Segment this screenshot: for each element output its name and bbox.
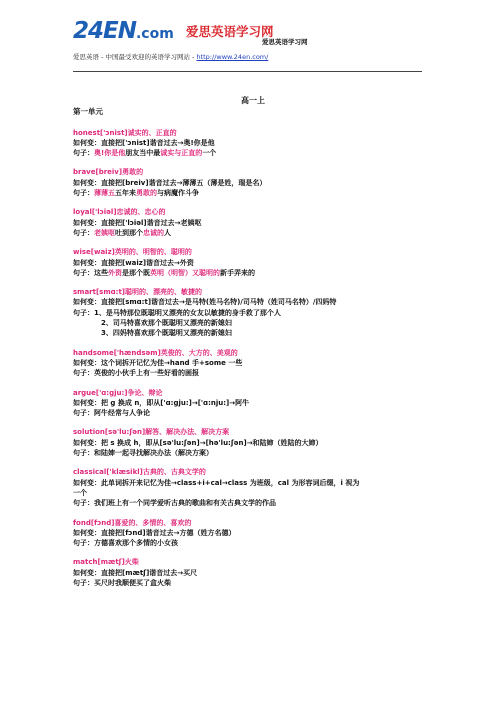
doc-content	[73, 96, 433, 597]
entry-headword: loyal['lɔiəl]忠诚的、忠心的	[73, 208, 166, 217]
vocab-entry-brave	[73, 167, 433, 198]
entry-method: 如何变：直接把['lɔiəl]谐音过去→老姨呕	[73, 218, 202, 227]
entry-sentence: 句子：和陆婶一起寻找解决办法（解决方案）	[73, 449, 213, 458]
vocab-entry-smart	[73, 287, 433, 338]
site-url-link[interactable]: http://www.24en.com/	[196, 53, 269, 61]
vocab-entry-handsome	[73, 348, 433, 379]
entry-sentence: 句子：英俊的小伙手上有一些好看的画报	[73, 369, 199, 378]
site-header	[73, 17, 433, 69]
entry-method: 如何变：直接把['ɔnist]谐音过去→奥!你是他	[73, 138, 215, 147]
vocab-entry-match	[73, 557, 433, 588]
entry-method-cont: 一个	[73, 488, 87, 497]
entry-sentence: 句子：阿牛经常与人争论	[73, 409, 150, 418]
unit-heading: 第一单元	[73, 107, 103, 117]
site-logo[interactable]	[73, 17, 174, 48]
vocab-entry-solution	[73, 427, 433, 458]
vocab-entry-fond	[73, 518, 433, 549]
entry-sentence: 句子：我们班上有一个同学爱听古典的歌曲和有关古典文学的作品	[73, 499, 276, 508]
entry-method: 如何变：直接把[fɔnd]谐音过去→方德（姓方名德）	[73, 528, 236, 537]
entry-method: 如何变：直接把[mætʃ]谐音过去→买尺	[73, 568, 198, 577]
entry-sentence: 句子：买尺时我顺便买了盒火柴	[73, 578, 171, 587]
entry-headword: classical['klæsikl]古典的、古典文学的	[73, 468, 206, 477]
entry-headword: honest['ɔnist]诚实的、正直的	[73, 128, 177, 137]
tagline-text: 爱思英语 - 中国最受欢迎的英语学习网站 -	[73, 53, 197, 61]
entry-sentence: 句子：老姨呕吐到那个忠诚的人	[73, 228, 171, 237]
logo-text: 24EN	[73, 18, 136, 44]
entry-method: 如何变：直接把[smɑ:t]谐音过去→是马特(姓马名特)/司马特（姓司马名特）/四妈特	[73, 298, 337, 307]
entry-sentence: 句子：奥!你是他朋友当中最诚实与正直的一个	[73, 149, 217, 158]
entry-sentence: 句子：薄薄五五年来勇敢的与病魔作斗争	[73, 189, 199, 198]
entry-sentence: 句子：方德喜欢那个多情的小女孩	[73, 539, 178, 548]
doc-title: 高一上	[241, 96, 265, 105]
entry-headword: argue['ɑ:gju:]争论、辩论	[73, 388, 163, 397]
entry-method: 如何变：直接把[breiv]谐音过去→薄薄五（薄是姓，瑞是名）	[73, 178, 267, 187]
vocab-entry-argue	[73, 388, 433, 419]
entry-headword: solution[sə'lu:ʃən]解答、解决办法、解决方案	[73, 428, 230, 437]
entry-method: 如何变：把 g 换成 n，即从['ɑ:gju:]→['ɑ:nju:]→阿牛	[73, 398, 250, 407]
entry-method: 如何变：直接把[waiz]谐音过去→外资	[73, 258, 194, 267]
entry-headword: smart[smɑ:t]聪明的、漂亮的、敏捷的	[73, 288, 202, 297]
entry-method: 如何变：把 s 换成 h，即从[sə'lu:ʃən]→[hə'lu:ʃən]→和陆婶（姓陆的大婶）	[73, 438, 323, 447]
entry-method: 如何变：此单词拆开来记忆为佳→class+i+cal→class 为班级，cal 为形容词后缀，i 视为	[73, 478, 360, 487]
vocab-entry-wise	[73, 247, 433, 278]
entry-method: 如何变：这个词拆开记忆为佳→hand 手+some 一些	[73, 358, 243, 367]
entry-headword: handsome['hændsəm]英俊的、大方的、美观的	[73, 348, 238, 357]
entry-headword: brave[breiv]勇敢的	[73, 168, 144, 177]
logo-right-label: 爱思英语学习网	[262, 38, 308, 46]
header-divider	[73, 71, 422, 72]
entry-sentence-3: 3、四妈特喜欢那个既聪明又漂亮的新媳妇	[101, 329, 232, 338]
logo-suffix: .com	[135, 26, 174, 42]
vocab-entry-classical	[73, 467, 433, 508]
logo-chinese: 爱思英语学习网	[186, 24, 274, 39]
entry-headword: wise[waiz]英明的、明智的、聪明的	[73, 248, 192, 257]
entry-headword: match[mætʃ]火柴	[73, 558, 139, 567]
vocab-entry-loyal	[73, 207, 433, 238]
entry-headword: fond[fɔnd]喜爱的、多情的、喜欢的	[73, 518, 192, 527]
entry-sentence-1: 句子：1、是马特那位既聪明又漂亮的女友以敏捷的身手救了那个人	[73, 308, 281, 317]
site-tagline	[73, 52, 268, 61]
entry-sentence: 句子：这些外资是那个既英明（明智）又聪明的新手弄来的	[73, 268, 255, 277]
entry-sentence-2: 2、司马特喜欢那个既聪明又漂亮的新媳妇	[101, 319, 232, 328]
vocab-entry-honest	[73, 128, 433, 159]
